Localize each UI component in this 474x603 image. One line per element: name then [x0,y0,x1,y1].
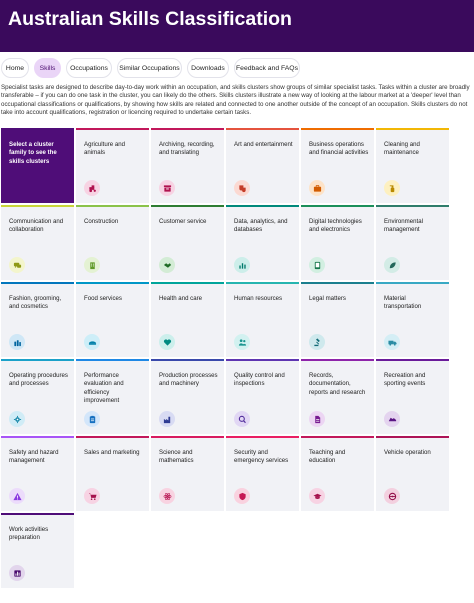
cluster-card-label: Data, analytics, and databases [234,218,288,234]
gavel-icon [309,334,325,350]
cluster-card-legal-matters[interactable] [301,282,374,357]
cluster-card-label: Art and entertainment [234,141,293,148]
cluster-card-production-processes-and-machinery[interactable] [151,359,224,434]
clipboard-icon [84,411,100,427]
factory-icon [159,411,175,427]
people-icon [234,334,250,350]
cluster-card-label: Teaching and education [309,449,346,465]
cluster-card-vehicle-operation[interactable] [376,436,449,511]
handshake-icon [159,257,175,273]
main-nav [0,58,474,78]
cluster-card-label: Work activities preparation [9,526,49,542]
cluster-card-label: Digital technologies and electronics [309,218,362,234]
nav-tab-feedback-faqs[interactable]: Feedback and FAQs [234,58,300,78]
intro-text: Specialist tasks are designed to describe day-to-day work within an occupation, and skills clusters show groups of similar specialist tasks. Tasks within a cluster are broadly transferable – if you can do one task in the cluster, you can likely do the others. Skills clusters illustrate a new way of looking at the labour market at a 'deeper' level than occupational classifications or qualifications, by showing how skills are related and connected to one another outside of the concept of an occupation. Skills clusters do not take into account qualifications, registration or licencing required to undertake certain tasks. [1,84,470,117]
chat-icon [9,257,25,273]
bar-chart-icon [234,257,250,273]
nav-tab-home[interactable]: Home [1,58,29,78]
cluster-card-cleaning-and-maintenance[interactable] [376,128,449,203]
cluster-card-digital-technologies-and-electronics[interactable] [301,205,374,280]
cluster-card-health-and-care[interactable] [151,282,224,357]
cluster-card-label: Material transportation [384,295,422,311]
cluster-card-agriculture-and-animals[interactable] [76,128,149,203]
cluster-card-label: Safety and hazard management [9,449,59,465]
cluster-card-label: Health and care [159,295,203,302]
cluster-card-label: Cleaning and maintenance [384,141,420,157]
cluster-card-label: Records, documentation, reports and research [309,372,366,396]
cluster-card-label: Vehicle operation [384,449,431,456]
briefcase-icon [309,180,325,196]
archive-icon [159,180,175,196]
cluster-card-science-and-mathematics[interactable] [151,436,224,511]
nav-tab-downloads[interactable]: Downloads [187,58,229,78]
cluster-card-business-operations-and-financial-activities[interactable] [301,128,374,203]
cluster-card-label: Environmental management [384,218,423,234]
cluster-card-label: Performance evaluation and efficiency improvement [84,372,124,404]
cluster-card-label: Security and emergency services [234,449,289,465]
cluster-card-label: Quality control and inspections [234,372,285,388]
cluster-family-grid [0,128,474,590]
food-icon [84,334,100,350]
atom-icon [159,488,175,504]
cluster-card-material-transportation[interactable] [376,282,449,357]
site-title: Australian Skills Classification [8,8,292,30]
cluster-card-archiving-recording-and-translating[interactable] [151,128,224,203]
cluster-card-label: Business operations and financial activities [309,141,369,157]
cluster-card-security-and-emergency-services[interactable] [226,436,299,511]
cluster-card-customer-service[interactable] [151,205,224,280]
cluster-card-environmental-management[interactable] [376,205,449,280]
cluster-card-label: Archiving, recording, and translating [159,141,215,157]
steering-wheel-icon [384,488,400,504]
cluster-card-art-and-entertainment[interactable] [226,128,299,203]
cluster-card-label: Recreation and sporting events [384,372,426,388]
sneaker-icon [384,411,400,427]
nav-tab-occupations[interactable]: Occupations [66,58,112,78]
nav-tab-similar-occupations[interactable]: Similar Occupations [117,58,182,78]
cluster-card-data-analytics-and-databases[interactable] [226,205,299,280]
cluster-card-safety-and-hazard-management[interactable] [1,436,74,511]
cluster-card-label: Operating procedures and processes [9,372,68,388]
cluster-card-records-documentation-reports-and-research[interactable] [301,359,374,434]
cluster-card-label: Agriculture and animals [84,141,125,157]
spray-bottle-icon [384,180,400,196]
cluster-card-quality-control-and-inspections[interactable] [226,359,299,434]
cluster-card-label: Food services [84,295,122,302]
tablet-icon [309,257,325,273]
cluster-card-label: Customer service [159,218,207,225]
cluster-card-label: Science and mathematics [159,449,194,465]
cluster-card-label: Legal matters [309,295,346,302]
document-icon [309,411,325,427]
cluster-card-food-services[interactable] [76,282,149,357]
theatre-mask-icon [234,180,250,196]
cluster-card-operating-procedures-and-processes[interactable] [1,359,74,434]
cluster-card-label: Sales and marketing [84,449,140,456]
cluster-card-teaching-and-education[interactable] [301,436,374,511]
cogs-icon [9,411,25,427]
cluster-card-label: Fashion, grooming, and cosmetics [9,295,62,311]
cluster-card-label: Construction [84,218,119,225]
cluster-card-label: Human resources [234,295,283,302]
building-icon [84,257,100,273]
chart-board-icon [9,565,25,581]
leaf-icon [384,257,400,273]
cluster-card-performance-evaluation-and-efficiency-improvement[interactable] [76,359,149,434]
cluster-card-communication-and-collaboration[interactable] [1,205,74,280]
magnifier-icon [234,411,250,427]
hazard-icon [9,488,25,504]
cart-icon [84,488,100,504]
cluster-card-label: Production processes and machinery [159,372,218,388]
cluster-card-construction[interactable] [76,205,149,280]
nav-tab-skills[interactable]: Skills [34,58,61,78]
shield-icon [234,488,250,504]
site-header [0,0,474,52]
truck-icon [384,334,400,350]
cluster-card-human-resources[interactable] [226,282,299,357]
select-prompt-text: Select a cluster family to see the skills clusters [9,141,57,165]
cluster-card-recreation-and-sporting-events[interactable] [376,359,449,434]
cosmetics-icon [9,334,25,350]
cluster-card-sales-and-marketing[interactable] [76,436,149,511]
cluster-card-work-activities-preparation[interactable] [1,513,74,588]
select-prompt-card [1,128,74,203]
heart-icon [159,334,175,350]
tractor-icon [84,180,100,196]
cluster-card-label: Communication and collaboration [9,218,64,234]
cluster-card-fashion-grooming-and-cosmetics[interactable] [1,282,74,357]
graduation-cap-icon [309,488,325,504]
